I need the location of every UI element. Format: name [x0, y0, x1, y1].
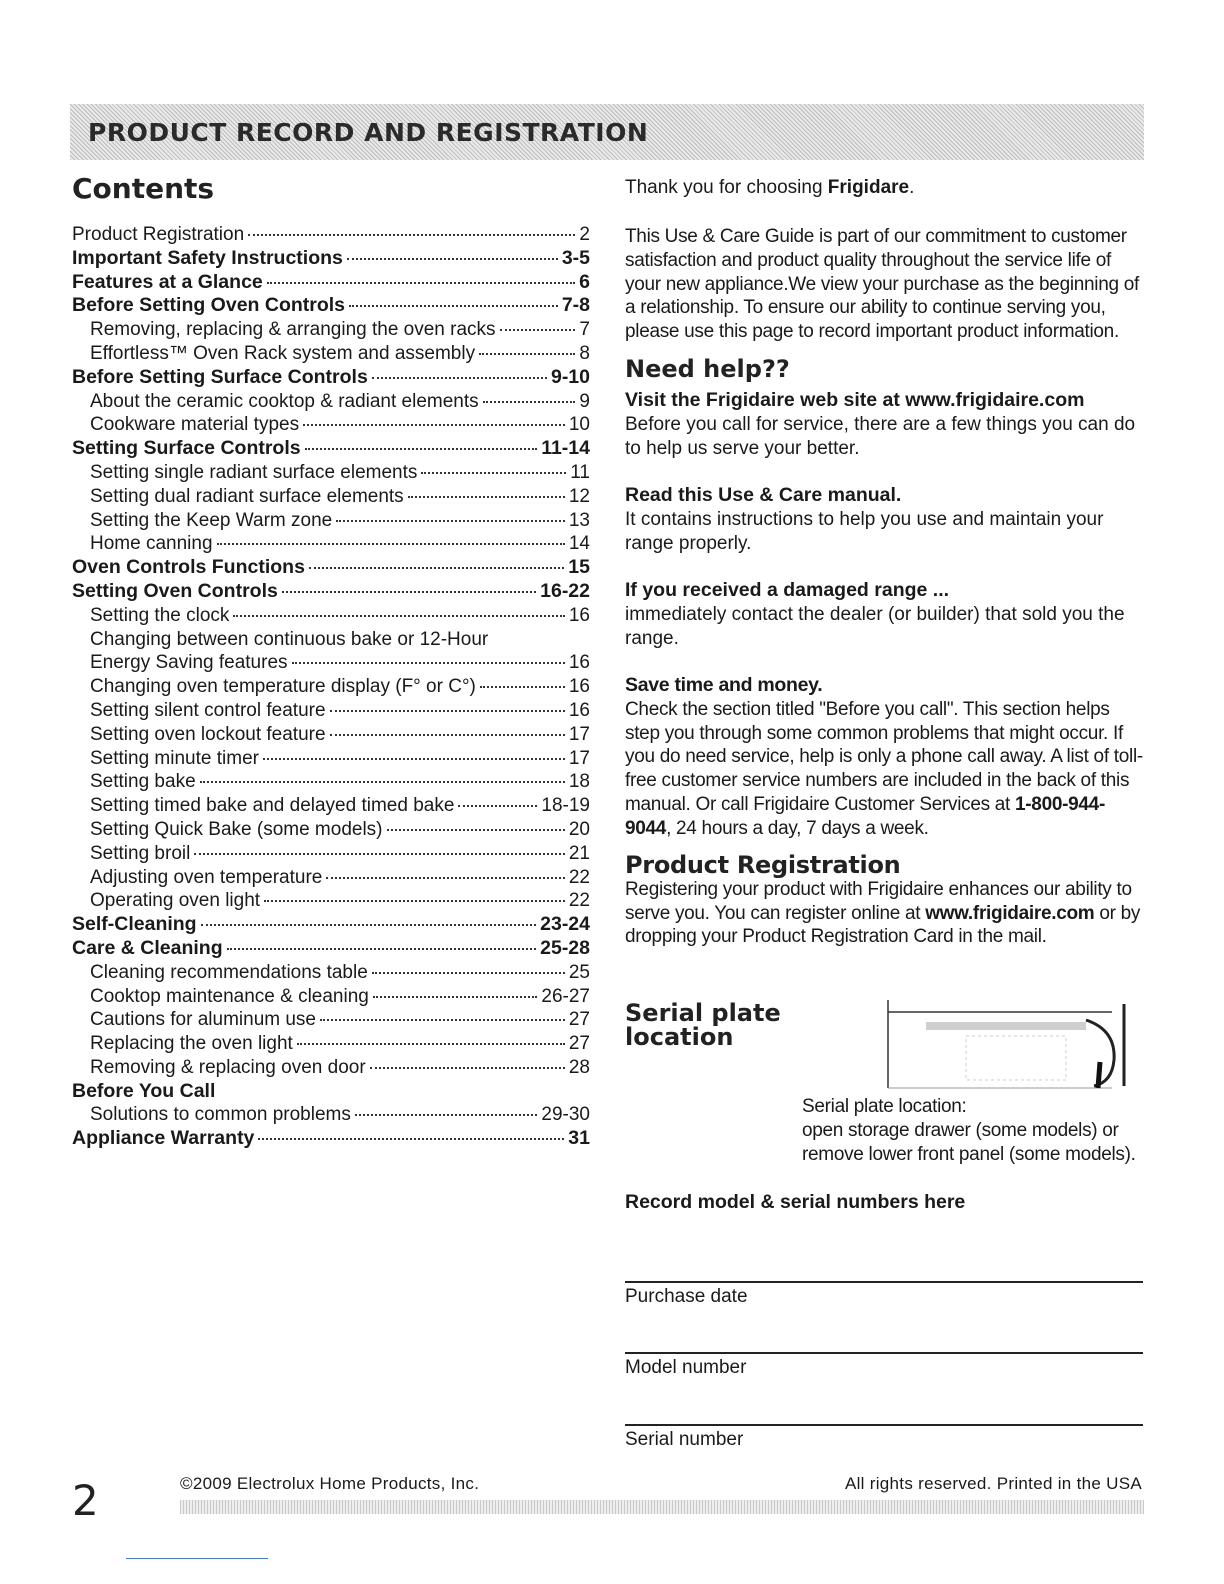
toc-item-page: 22 [568, 890, 590, 912]
toc-item-page: 22 [568, 866, 590, 888]
toc-item-label: Setting minute timer [90, 747, 259, 769]
visit-text: Before you call for service, there are a few things you can do to help us serve your better. [625, 413, 1136, 459]
toc-item-label: Before You Call [72, 1079, 216, 1102]
toc-item-page: 9-10 [550, 365, 590, 388]
toc-item[interactable] [72, 1032, 590, 1056]
toc-item-label: Removing & replacing oven door [90, 1056, 366, 1078]
read-text: It contains instructions to help you use and maintain your range properly. [625, 508, 1104, 554]
toc-item-label: Setting oven lockout feature [90, 723, 326, 745]
toc-item-label: Appliance Warranty [72, 1127, 255, 1150]
toc-leader-dots [305, 448, 538, 450]
toc-leader-dots [408, 496, 565, 498]
toc-item[interactable] [72, 437, 590, 461]
intro-paragraph: This Use & Care Guide is part of our commitment to customer satisfaction and product quality throughout the service life of your new appliance.We view your purchase as the beginning of a relationship. To ensure our ability to continue serving you, please use this page to record important product information. [625, 226, 1139, 343]
toc-item[interactable] [72, 747, 590, 771]
model-number-label: Model number [625, 1357, 747, 1378]
toc-item[interactable] [72, 723, 590, 747]
save-block [625, 674, 1145, 841]
toc-item-page: 15 [568, 556, 590, 579]
toc-item-label: Home canning [90, 533, 213, 555]
toc-item-page: 31 [568, 1127, 590, 1150]
toc-item[interactable] [72, 1008, 590, 1032]
toc-item-label: Important Safety Instructions [72, 246, 343, 269]
toc-item-page: 6 [579, 270, 590, 293]
toc-item[interactable] [72, 913, 590, 937]
need-help-heading: Need help?? [625, 355, 790, 383]
toc-item-page: 16 [568, 652, 590, 674]
save-text: Check the section titled "Before you call". This section helps step you through some common problems that might occur. If you do need service, help is only a phone call away. A list of toll-free customer service numbers are included in the back of this manual. Or call Frigidaire Customer Services at 1-800-944-9044, 24 hours a day, 7 days a week. [625, 698, 1143, 839]
toc-item-page: 9 [579, 390, 590, 412]
toc-item[interactable] [72, 1056, 590, 1080]
toc-item[interactable] [72, 628, 590, 652]
toc-item-label: Before Setting Oven Controls [72, 294, 346, 317]
brand-name: Frigidare [827, 177, 910, 198]
toc-leader-dots [201, 924, 537, 926]
record-heading: Record model & serial numbers here [625, 1191, 966, 1213]
toc-item[interactable] [72, 247, 590, 271]
toc-item-label: Product Registration [72, 224, 245, 245]
toc-leader-dots [349, 305, 558, 307]
purchase-date-line[interactable] [625, 1281, 1143, 1283]
toc-item-label: Operating oven light [90, 890, 261, 912]
toc-leader-dots [458, 805, 537, 807]
toc-item-label: Setting dual radiant surface elements [90, 485, 404, 507]
toc-item[interactable] [72, 1080, 590, 1104]
visit-block [625, 389, 1145, 460]
toc-item-label: Oven Controls Functions [72, 556, 305, 579]
toc-item-page: 8 [579, 342, 590, 364]
toc-item[interactable] [72, 461, 590, 485]
toc-item-label: Setting Surface Controls [72, 437, 301, 460]
toc-item-label: Cleaning recommendations table [90, 961, 368, 983]
visit-heading: Visit the Frigidaire web site at www.frigidaire.com [625, 389, 1085, 411]
toc-item[interactable] [72, 818, 590, 842]
toc-item[interactable] [72, 271, 590, 295]
toc-item[interactable] [72, 961, 590, 985]
toc-item[interactable] [72, 580, 590, 604]
toc-item-label: About the ceramic cooktop & radiant elements [90, 390, 479, 412]
toc-leader-dots [480, 686, 565, 688]
page-number: 2 [72, 1476, 99, 1525]
contents-heading: Contents [72, 172, 215, 205]
toc-leader-dots [373, 996, 538, 998]
toc-item-label: Setting single radiant surface elements [90, 461, 418, 483]
toc-item-label: Changing between continuous bake or 12-Hour [90, 628, 489, 650]
toc-leader-dots [326, 877, 564, 879]
toc-item-page: 23-24 [540, 913, 590, 936]
serial-plate-illustration [886, 1000, 1142, 1090]
toc-item-label: Energy Saving features [90, 652, 288, 674]
toc-leader-dots [336, 520, 565, 522]
serial-number-label: Serial number [625, 1429, 744, 1450]
toc-item-page: 16-22 [540, 579, 590, 602]
toc-leader-dots [248, 234, 575, 236]
toc-item-page: 21 [568, 842, 590, 864]
toc-leader-dots [320, 1019, 565, 1021]
toc-leader-dots [194, 853, 565, 855]
toc-item[interactable] [72, 842, 590, 866]
pointer-arrow-icon [1098, 1062, 1100, 1088]
toc-item-page: 16 [568, 676, 590, 698]
toc-item-page: 14 [568, 533, 590, 555]
toc-item-label: Features at a Glance [72, 270, 263, 293]
toc-item-label: Before Setting Surface Controls [72, 365, 368, 388]
toc-item-label: Setting timed bake and delayed timed bake [90, 795, 455, 817]
header-banner [70, 104, 1144, 160]
toc-item-page: 10 [568, 414, 590, 436]
toc-item[interactable] [72, 413, 590, 437]
toc-leader-dots [217, 543, 565, 545]
toc-item-page: 16 [568, 604, 590, 626]
toc-item-label: Replacing the oven light [90, 1033, 293, 1055]
table-of-contents [72, 223, 590, 1151]
toc-leader-dots [292, 662, 565, 664]
toc-item-page: 16 [568, 699, 590, 721]
toc-item[interactable] [72, 556, 590, 580]
toc-leader-dots [330, 710, 565, 712]
damaged-heading: If you received a damaged range ... [625, 579, 950, 601]
bottom-divider [126, 1558, 268, 1559]
toc-leader-dots [227, 948, 537, 950]
damaged-text: immediately contact the dealer (or builder) that sold you the range. [625, 603, 1125, 649]
toc-leader-dots [267, 282, 575, 284]
toc-leader-dots [372, 972, 565, 974]
rights-text: All rights reserved. Printed in the USA [844, 1474, 1142, 1493]
toc-leader-dots [372, 377, 547, 379]
copyright-text: ©2009 Electrolux Home Products, Inc. [180, 1474, 480, 1493]
page-title: PRODUCT RECORD AND REGISTRATION [88, 118, 649, 147]
registration-section [625, 851, 1145, 949]
serial-number-line[interactable] [625, 1424, 1143, 1426]
toc-leader-dots [355, 1114, 538, 1116]
toc-item[interactable] [72, 223, 590, 247]
toc-item-page: 25 [568, 961, 590, 983]
toc-item-label: Setting Oven Controls [72, 579, 278, 602]
toc-item-page: 7 [579, 319, 590, 341]
toc-leader-dots [200, 781, 565, 783]
toc-item-page: 20 [568, 818, 590, 840]
toc-item[interactable] [72, 889, 590, 913]
toc-item[interactable] [72, 651, 590, 675]
thanks-line: Thank you for choosing Frigidare. [625, 177, 915, 198]
toc-item-label: Setting the Keep Warm zone [90, 509, 333, 531]
footer-bar [180, 1500, 1144, 1514]
toc-item-page: 18-19 [541, 795, 590, 817]
toc-item[interactable] [72, 937, 590, 961]
toc-item-page: 17 [568, 747, 590, 769]
toc-leader-dots [387, 829, 565, 831]
toc-item-label: Setting bake [90, 771, 196, 793]
phone-number: 1-800-944-9044 [625, 793, 1105, 839]
toc-item-label: Self-Cleaning [72, 913, 197, 936]
toc-item-page: 28 [568, 1056, 590, 1078]
toc-leader-dots [264, 900, 565, 902]
toc-leader-dots [370, 1067, 565, 1069]
toc-item[interactable] [72, 366, 590, 390]
toc-leader-dots [297, 1043, 565, 1045]
drawer-outline [966, 1036, 1066, 1080]
model-number-line[interactable] [625, 1352, 1143, 1354]
toc-item[interactable] [72, 985, 590, 1009]
toc-item-label: Adjusting oven temperature [90, 866, 323, 888]
toc-item[interactable] [72, 1127, 590, 1151]
toc-leader-dots [330, 734, 565, 736]
toc-leader-dots [309, 567, 564, 569]
toc-item-label: Removing, replacing & arranging the oven racks [90, 319, 496, 341]
serial-caption: Serial plate location: open storage drawer (some models) or remove lower front panel (some models). [802, 1096, 1136, 1165]
toc-item-label: Care & Cleaning [72, 936, 223, 959]
toc-item-page: 27 [568, 1033, 590, 1055]
toc-item-label: Setting the clock [90, 604, 230, 626]
toc-item[interactable] [72, 770, 590, 794]
read-heading: Read this Use & Care manual. [625, 484, 902, 506]
toc-item-page: 25-28 [540, 936, 590, 959]
purchase-date-label: Purchase date [625, 1286, 748, 1307]
toc-leader-dots [258, 1138, 564, 1140]
toc-item-page: 17 [568, 723, 590, 745]
toc-item-label: Setting silent control feature [90, 699, 326, 721]
toc-item[interactable] [72, 509, 590, 533]
toc-leader-dots [483, 401, 576, 403]
registration-heading: Product Registration [625, 851, 901, 879]
toc-leader-dots [303, 424, 565, 426]
toc-item-page: 13 [568, 509, 590, 531]
toc-item-label: Solutions to common problems [90, 1104, 351, 1126]
toc-item-label: Cautions for aluminum use [90, 1009, 316, 1031]
toc-item-page: 3-5 [561, 246, 590, 269]
toc-item-label: Changing oven temperature display (F° or C°) [90, 676, 476, 698]
read-block [625, 484, 1145, 555]
registration-text: Registering your product with Frigidaire enhances our ability to serve you. You can register online at www.frigidaire.com or by dropping your Product Registration Card in the mail. [625, 878, 1141, 948]
toc-item-page: 7-8 [561, 294, 590, 317]
toc-item-page: 11-14 [541, 437, 590, 460]
toc-item[interactable] [72, 794, 590, 818]
toc-item[interactable] [72, 390, 590, 414]
toc-item[interactable] [72, 699, 590, 723]
toc-item[interactable] [72, 675, 590, 699]
toc-item-label: Setting Quick Bake (some models) [90, 818, 383, 840]
toc-leader-dots [282, 591, 536, 593]
toc-item-label: Cooktop maintenance & cleaning [90, 985, 369, 1007]
toc-item-page: 11 [570, 461, 590, 483]
serial-heading: Serial plate location [625, 999, 781, 1051]
toc-item-label: Setting broil [90, 842, 191, 864]
toc-item-page: 29-30 [541, 1104, 590, 1126]
toc-item[interactable] [72, 604, 590, 628]
need-help-section [625, 355, 1145, 383]
toc-item-page: 26-27 [541, 985, 590, 1007]
toc-leader-dots [347, 258, 558, 260]
toc-leader-dots [421, 472, 566, 474]
toc-item-label: Effortless™ Oven Rack system and assembly [90, 342, 476, 364]
save-heading: Save time and money. [625, 674, 823, 696]
website-link[interactable]: www.frigidaire.com [925, 902, 1095, 924]
toc-leader-dots [263, 758, 565, 760]
toc-item-label: Cookware material types [90, 414, 300, 436]
toc-item-page: 2 [579, 224, 590, 245]
toc-item[interactable] [72, 866, 590, 890]
serial-plate-icon [926, 1022, 1086, 1030]
toc-item[interactable] [72, 294, 590, 318]
toc-item[interactable] [72, 342, 590, 366]
toc-leader-dots [233, 615, 564, 617]
toc-item-page: 12 [568, 485, 590, 507]
toc-item[interactable] [72, 1103, 590, 1127]
toc-item[interactable] [72, 318, 590, 342]
intro-section [625, 176, 1145, 200]
toc-item-page: 18 [568, 771, 590, 793]
toc-item[interactable] [72, 485, 590, 509]
toc-item[interactable] [72, 532, 590, 556]
toc-item-page: 27 [568, 1009, 590, 1031]
toc-leader-dots [479, 353, 575, 355]
damaged-block [625, 579, 1145, 650]
toc-leader-dots [500, 329, 576, 331]
